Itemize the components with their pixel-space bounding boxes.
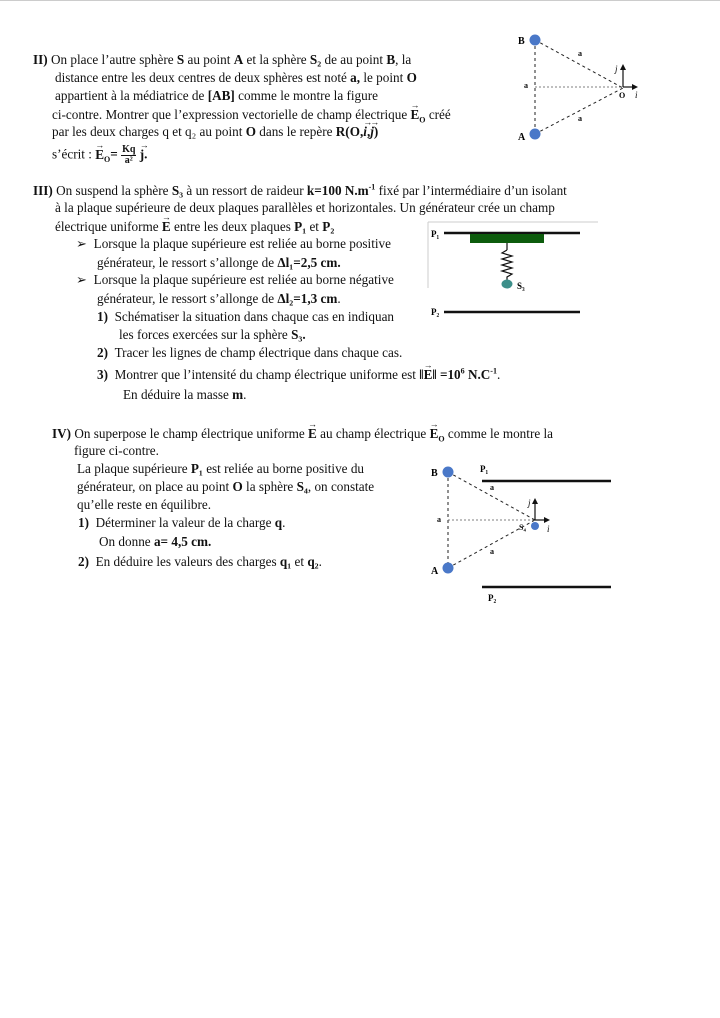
label-a-point-fig3: A (431, 566, 439, 577)
label-s3: S₃ (517, 281, 525, 291)
section-4-line-2: figure ci-contre. (74, 443, 159, 458)
sphere-a-fig3 (443, 563, 454, 574)
question-3-1: 1) Schématiser la situation dans chaque cas en indiquan (97, 309, 395, 324)
label-p1-fig3: P₁ (480, 464, 489, 474)
label-a-mid-fig3: a (437, 515, 441, 524)
label-b-fig3: B (431, 468, 438, 479)
insulator (470, 234, 544, 243)
label-i-fig3: i (547, 524, 550, 534)
label-a-bot: a (578, 114, 582, 123)
question-3-3: 3) Montrer que l’intensité du champ électrique uniforme est ‖→ E‖ $=10^6$ $N.C^{-1}$. (97, 367, 500, 383)
spring (502, 250, 512, 280)
label-a-top-fig3: a (490, 483, 494, 492)
question-3-3-cont: En déduire la masse m. (123, 387, 247, 402)
bullet-2-cont: générateur, le ressort s’allonge de Δl₂=1,3 cm. (97, 291, 341, 306)
section-2-line-4: ci-contre. Montrer que l’expression vectorielle de champ électrique → $E_O$ créé (52, 107, 451, 123)
label-b: B (518, 36, 525, 47)
fraction-kq-a2: $\frac{Kq}{\text{a²}}$ (122, 144, 136, 166)
label-p2-fig3: P₂ (488, 593, 497, 603)
section-3-line-1: III) On suspend la sphère S₃ à un ressort de raideur k=100 $N.m^{-1}$ fixé par l’intermédiaire d’un isolant (33, 182, 567, 198)
label-o: O (619, 91, 626, 100)
question-3-1-cont: les forces exercées sur la sphère S₃. (119, 327, 306, 342)
sphere-b-fig3 (443, 467, 454, 478)
section-4-line-3: La plaque supérieure P₁ est reliée au borne positive du (77, 461, 365, 476)
label-p2: P₂ (431, 307, 440, 317)
section-4-line-4: générateur, on place au point O la sphère S₄, on constate (77, 479, 375, 494)
question-3-2: 2) Tracer les lignes de champ électrique dans chaque cas. (97, 345, 403, 360)
section-2-line-6: s’écrit : → $E_O=$ $\frac{Kq}{\text{a²}}$ → j. (52, 145, 147, 166)
question-4-1: 1) Déterminer la valeur de la charge q. (78, 515, 286, 530)
label-i: i (635, 90, 638, 100)
section-4-line-1: IV) On superpose le champ électrique uniforme → E au champ électrique → $E_O$ comme le montre la (52, 426, 553, 442)
section-2-line-5: par les deux charges q et q₂ au point O dans le repère R(O,→ i,→ j) (52, 124, 378, 140)
label-p1: P₁ (431, 229, 440, 239)
question-4-2: 2) En déduire les valeurs des charges q₁ et q₂. (78, 554, 322, 569)
bullet-1-cont: générateur, le ressort s’allonge de Δl₁=2,5 cm. (97, 255, 341, 270)
label-j-fig3: j (528, 498, 531, 508)
section-3-line-3: électrique uniforme → E entre les deux plaques P₁ et P₂ (55, 219, 334, 235)
label-a-top: a (578, 49, 582, 58)
top-border (0, 0, 720, 1)
label-a-point: A (518, 132, 526, 143)
section-2-line-3: appartient à la médiatrice de [AB] comme le montre la figure (55, 88, 378, 103)
figure-1-dipole (510, 28, 650, 146)
figure-3-superposition (428, 460, 618, 610)
section-2-line-2: distance entre les deux centres de deux sphères est noté a, le point O (55, 70, 417, 85)
label-a-bot-fig3: a (490, 547, 494, 556)
bullet-2: ➢ Lorsque la plaque supérieure est reliée au borne négative (76, 272, 394, 287)
label-a-mid: a (524, 81, 528, 90)
sphere-a (530, 129, 541, 140)
sphere-b (530, 35, 541, 46)
label-j: j (615, 64, 618, 74)
section-4-line-5: qu’elle reste en équilibre. (77, 497, 212, 512)
section-2-line-1: II) On place l’autre sphère S au point A et la sphère S₂ de au point B, la (33, 52, 412, 67)
sphere-s4 (531, 522, 539, 530)
figure-2-spring (428, 222, 598, 322)
section-3-line-2: à la plaque supérieure de deux plaques parallèles et horizontales. Un générateur crée un champ (55, 200, 555, 215)
label-s4: S₄ (519, 523, 526, 532)
bullet-1: ➢ Lorsque la plaque supérieure est reliée au borne positive (76, 236, 391, 251)
sphere-s3 (502, 280, 513, 289)
question-4-1-given: On donne a= 4,5 cm. (99, 534, 212, 549)
